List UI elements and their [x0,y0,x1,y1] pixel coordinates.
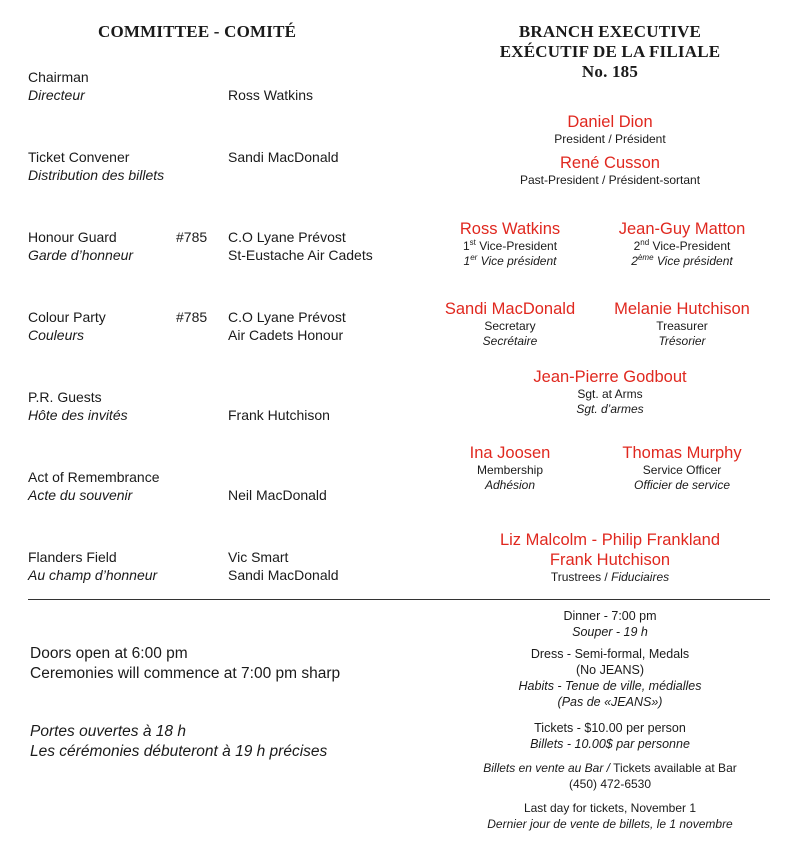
exec-vp1 [420,219,600,269]
exec-membership [420,443,600,493]
trustees-role-en: Trustrees [550,570,602,584]
dress-fr2: (Pas de «JEANS») [557,695,663,709]
committee-role-fr: Couleurs [28,327,85,343]
vp1-role-en-text: Vice-President [479,239,558,253]
treasurer-name: Melanie Hutchison [614,300,750,318]
committee-role-fr: Au champ d’honneur [28,567,158,583]
vp1-role-en [420,239,600,254]
tickets-fr: Billets - 10.00$ par personne [530,737,690,751]
dress-en2: (No JEANS) [575,663,645,677]
committee-name: Neil MacDonald [228,487,327,503]
committee-row [0,468,400,508]
info-bar [440,760,780,792]
executive-heading-line3: No. 185 [581,62,639,81]
committee-branch-number: #785 [176,309,208,325]
exec-vp2 [592,219,772,269]
dress-fr1: Habits - Tenue de ville, médialles [518,679,702,693]
past-president-name: René Cusson [560,154,660,172]
committee-role-fr: Garde d’honneur [28,247,134,263]
vp1-num: 1 [462,239,470,253]
exec-service-officer [592,443,772,493]
membership-name: Ina Joosen [469,444,551,462]
vp1-name: Ross Watkins [459,220,561,238]
committee-role-en: P.R. Guests [28,389,102,405]
committee-row [0,308,400,348]
vp1-sup: st [469,238,476,247]
committee-role-fr: Hôte des invités [28,407,128,423]
last-day-fr: Dernier jour de vente de billets, le 1 novembre [487,817,733,831]
info-dress [440,646,780,710]
exec-treasurer [592,299,772,349]
president-role: President / Président [554,132,666,146]
secretary-name: Sandi MacDonald [444,300,576,318]
president-name: Daniel Dion [567,113,653,131]
membership-role-en: Membership [476,463,544,477]
executive-heading-line2: EXÉCUTIF DE LA FILIALE [499,42,721,61]
sgt-name: Jean-Pierre Godbout [533,368,687,386]
info-dinner [440,608,780,640]
trustees-role-fr: Fiduciaires [611,570,670,584]
dress-en1: Dress - Semi-formal, Medals [530,647,690,661]
vp1-num-fr: 1 [463,254,471,268]
vp2-role-en-text: Vice-President [652,239,731,253]
treasurer-role-fr: Trésorier [658,334,706,348]
committee-role-fr: Distribution des billets [28,167,165,183]
exec-secretary [420,299,600,349]
past-president-role: Past-President / Président-sortant [519,173,701,187]
dinner-en: Dinner - 7:00 pm [563,609,657,623]
ceremonies-fr: Les cérémonies débuteront à 19 h précises [30,743,328,760]
dinner-fr: Souper - 19 h [572,625,648,639]
committee-name: C.O Lyane Prévost [228,229,346,245]
exec-president [440,112,780,147]
divider-rule [28,599,770,600]
bar-line [440,760,780,776]
vp2-sup-fr: ème [637,253,654,262]
committee-name-secondary: St-Eustache Air Cadets [228,247,373,263]
committee-name: Vic Smart [228,549,289,565]
vp2-num: 2 [633,239,641,253]
vp2-name: Jean-Guy Matton [618,220,746,238]
committee-role-en: Chairman [28,69,89,85]
committee-role-en: Ticket Convener [28,149,130,165]
committee-name: Frank Hutchison [228,407,330,423]
info-last-day [440,800,780,832]
exec-trustees [440,530,780,585]
trustees-line2: Frank Hutchison [549,551,671,569]
committee-name: Sandi MacDonald [228,149,339,165]
committee-row [0,148,400,188]
vp2-role-fr [592,254,772,269]
vp2-num-fr: 2 [631,254,638,268]
committee-role-en: Act of Remembrance [28,469,160,485]
committee-role-en: Honour Guard [28,229,117,245]
doors-open-fr: Portes ouvertes à 18 h [30,723,186,740]
doors-fr [30,722,327,762]
membership-role-fr: Adhésion [484,478,536,492]
info-tickets [440,720,780,752]
executive-heading-line1: BRANCH EXECUTIVE [518,22,702,41]
vp2-role-fr-text: Vice président [656,254,733,268]
sgt-role-fr: Sgt. d’armes [576,402,644,416]
last-day-en: Last day for tickets, November 1 [523,801,697,815]
treasurer-role-en: Treasurer [656,319,708,333]
executive-heading [440,22,780,82]
bar-en: Tickets available at Bar [613,761,737,775]
committee-role-en: Flanders Field [28,549,117,565]
committee-row [0,548,400,588]
committee-role-fr: Acte du souvenir [28,487,133,503]
committee-branch-number: #785 [176,229,208,245]
sgt-role-en: Sgt. at Arms [577,387,643,401]
committee-row [0,68,400,108]
exec-sgt-at-arms [440,367,780,417]
committee-heading: COMMITTEE - COMITÉ [98,22,297,41]
committee-name-secondary: Air Cadets Honour [228,327,344,343]
service-role-fr: Officier de service [633,478,731,492]
trustees-role: Trustrees / Fiduciaires [550,570,670,584]
doors-open-en: Doors open at 6:00 pm [30,645,188,662]
doors-en [30,644,340,684]
committee-name-secondary: Sandi MacDonald [228,567,339,583]
ceremonies-en: Ceremonies will commence at 7:00 pm sharp [30,665,341,682]
vp1-sup-fr: er [470,253,478,262]
committee-row [0,228,400,268]
service-role-en: Service Officer [642,463,722,477]
bar-phone: (450) 472-6530 [568,777,652,791]
tickets-en: Tickets - $10.00 per person [534,721,686,735]
committee-role-fr: Directeur [28,87,85,103]
exec-past-president [440,153,780,188]
vp1-role-fr [420,254,600,269]
secretary-role-fr: Secrétaire [482,334,538,348]
vp2-role-en [592,239,772,254]
secretary-role-en: Secretary [484,319,536,333]
committee-name: C.O Lyane Prévost [228,309,346,325]
vp2-sup: nd [640,238,650,247]
committee-row [0,388,400,428]
committee-role-en: Colour Party [28,309,106,325]
vp1-role-fr-text: Vice président [480,254,557,268]
trustees-line1: Liz Malcolm - Philip Frankland [499,531,721,549]
bar-fr: Billets en vente au Bar / [483,761,610,775]
service-name: Thomas Murphy [622,444,742,462]
committee-name: Ross Watkins [228,87,314,103]
